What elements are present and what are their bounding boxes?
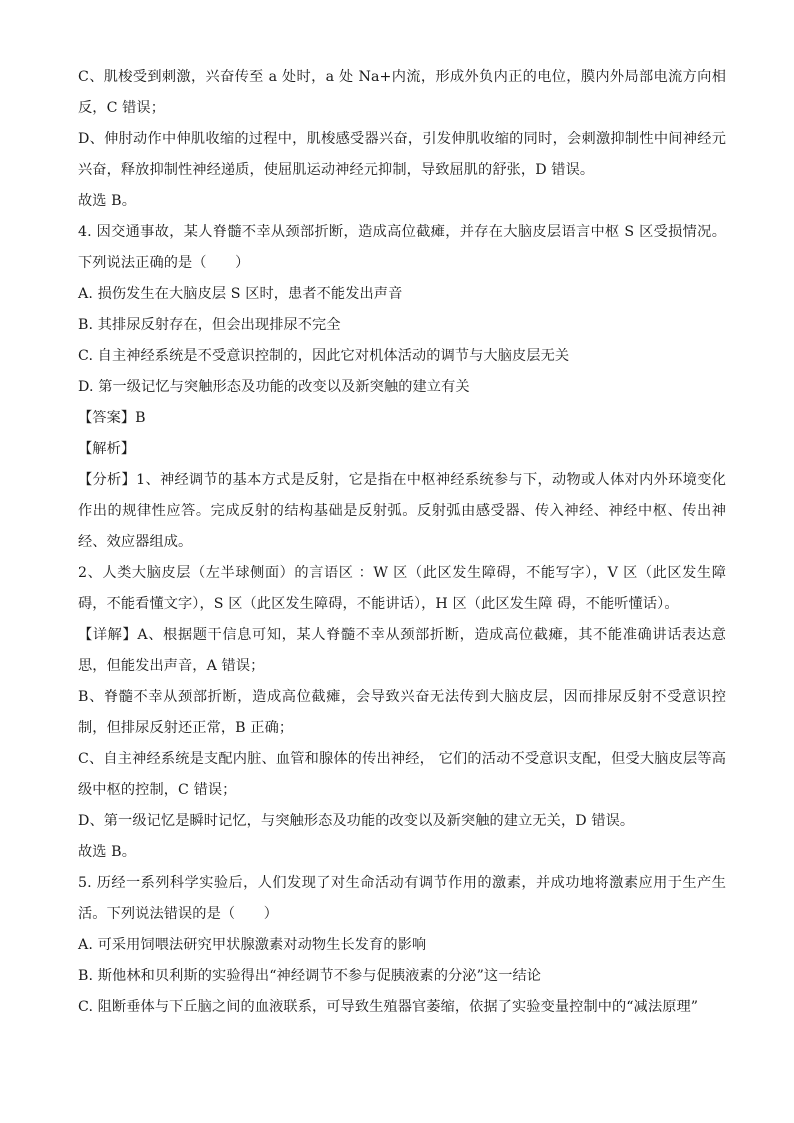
question-4-stem: 4. 因交通事故，某人脊髓不幸从颈部折断，造成高位截瘫，并存在大脑皮层语言中枢 S 区受损情况。下列说法正确的是（ ）: [78, 224, 726, 271]
question-4-analysis-point-1: 【分析】1、神经调节的基本方式是反射，它是指在中枢神经系统参与下，动物或人体对内外环境变化作出的规律性应答。完成反射的结构基础是反射弧。反射弧由感受器、传入神经、神经中枢、传出神经、效应器组成。: [78, 472, 726, 550]
question-4-detail-b: B、脊髓不幸从颈部折断，造成高位截瘫，会导致兴奋无法传到大脑皮层，因而排尿反射不受意识控制，但排尿反射还正常，B 正确；: [78, 689, 726, 736]
choose-answer: 故选 B。: [78, 844, 136, 860]
question-4-option-a: A. 损伤发生在大脑皮层 S 区时，患者不能发出声音: [78, 286, 403, 302]
question-4-option-b: B. 其排尿反射存在，但会出现排尿不完全: [78, 317, 341, 333]
question-4-option-c: C. 自主神经系统是不受意识控制的，因此它对机体活动的调节与大脑皮层无关: [78, 348, 570, 364]
option-d-explanation: D、伸肘动作中伸肌收缩的过程中，肌梭感受器兴奋，引发伸肌收缩的同时，会刺激抑制性中间神经元兴奋，释放抑制性神经递质，使屈肌运动神经元抑制，导致屈肌的舒张，D 错误。: [78, 131, 726, 178]
question-4-answer: 【答案】B: [78, 410, 146, 426]
question-4-option-d: D. 第一级记忆与突触形态及功能的改变以及新突触的建立有关: [78, 379, 470, 395]
question-4-detail-a: 【详解】A、根据题干信息可知，某人脊髓不幸从颈部折断，造成高位截瘫，其不能准确讲话表达意思，但能发出声音，A 错误；: [78, 627, 726, 674]
question-5-option-a: A. 可采用饲喂法研究甲状腺激素对动物生长发育的影响: [78, 937, 427, 953]
option-c-explanation: C、肌梭受到刺激，兴奋传至 a 处时，a 处 Na+内流，形成外负内正的电位，膜内外局部电流方向相反，C 错误；: [78, 69, 726, 116]
question-4-detail-d: D、第一级记忆是瞬时记忆，与突触形态及功能的改变以及新突触的建立无关，D 错误。: [78, 813, 635, 829]
question-4-analysis-heading: 【解析】: [78, 441, 136, 457]
question-5-option-b: B. 斯他林和贝利斯的实验得出“神经调节不参与促胰液素的分泌”这一结论: [78, 968, 542, 984]
question-5-stem: 5. 历经一系列科学实验后，人们发现了对生命活动有调节作用的激素，并成功地将激素应用于生产生活。下列说法错误的是（ ）: [78, 875, 726, 922]
question-4-analysis-point-2: 2、人类大脑皮层（左半球侧面）的言语区 ：W 区（此区发生障碍，不能写字），V 区（此区发生障 碍，不能看懂文字），S 区（此区发生障碍，不能讲话），H 区（此区发生障 碍，不能听懂话）。: [78, 565, 726, 612]
choose-answer: 故选 B。: [78, 193, 136, 209]
question-4-detail-c: C、自主神经系统是支配内脏、血管和腺体的传出神经， 它们的活动不受意识支配，但受大脑皮层等高级中枢的控制，C 错误；: [78, 751, 726, 798]
document-page: [78, 62, 726, 1023]
question-5-option-c: C. 阻断垂体与下丘脑之间的血液联系，可导致生殖器官萎缩，依据了实验变量控制中的“减法原理”: [78, 999, 699, 1015]
